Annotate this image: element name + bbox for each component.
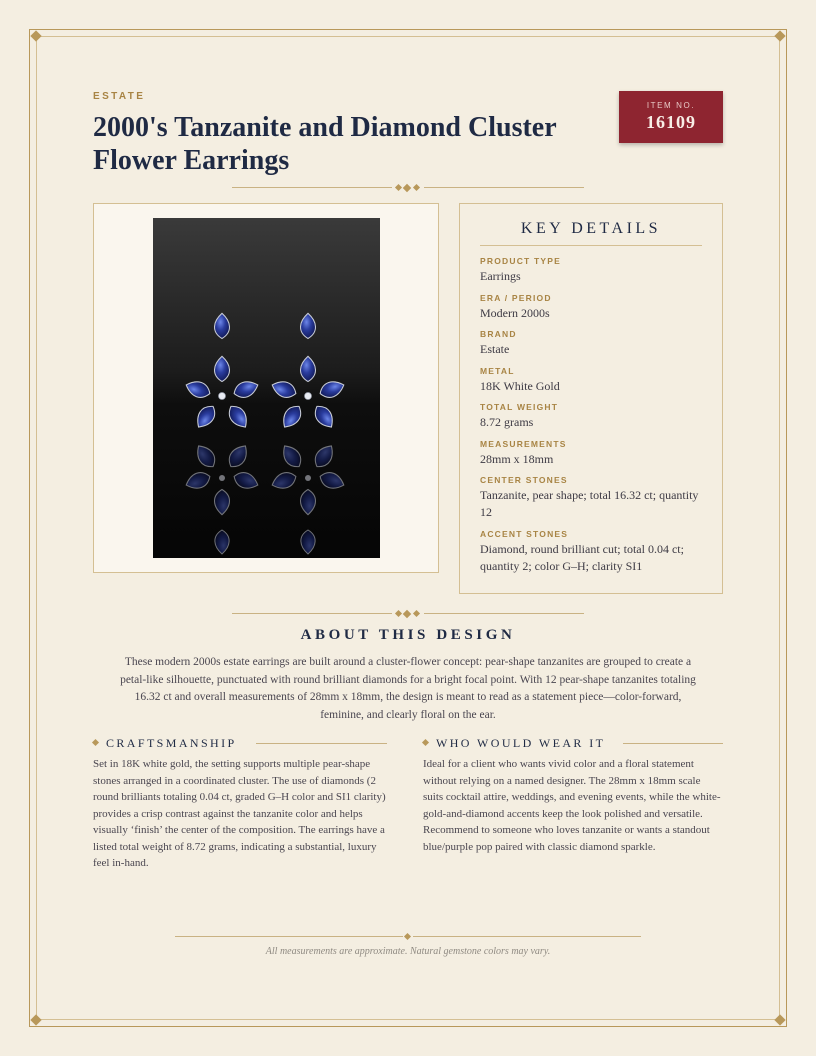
key-details-title: KEY DETAILS	[520, 220, 662, 237]
detail-label: BRAND	[480, 329, 517, 339]
wearer-heading	[423, 736, 723, 750]
key-details-rule	[480, 245, 702, 246]
diamond-ornament-icon	[395, 610, 402, 617]
wearer-title: WHO WOULD WEAR IT	[436, 736, 606, 750]
detail-value: Tanzanite, pear shape; total 16.32 ct; quantity 12	[480, 488, 699, 519]
product-photo	[153, 218, 380, 558]
detail-product-type	[480, 256, 710, 285]
detail-label: PRODUCT TYPE	[480, 256, 561, 266]
detail-label: ERA / PERIOD	[480, 293, 552, 303]
detail-brand	[480, 329, 710, 358]
diamond-ornament-icon	[403, 183, 411, 191]
detail-value: 28mm x 18mm	[480, 452, 554, 466]
footer-note: All measurements are approximate. Natural gemstone colors may vary.	[265, 946, 551, 957]
detail-value: 8.72 grams	[480, 415, 534, 429]
detail-label: METAL	[480, 366, 515, 376]
diamond-ornament-icon	[403, 609, 411, 617]
detail-value: 18K White Gold	[480, 379, 560, 393]
detail-value: Diamond, round brilliant cut; total 0.04 ct; quantity 2; color G–H; clarity SI1	[480, 542, 684, 573]
detail-total-weight	[480, 402, 710, 431]
detail-metal	[480, 366, 710, 395]
detail-label: ACCENT STONES	[480, 529, 569, 539]
detail-label: CENTER STONES	[480, 475, 568, 485]
detail-measurements	[480, 439, 710, 468]
detail-accent-stones	[480, 529, 710, 575]
detail-value: Modern 2000s	[480, 306, 550, 320]
diamond-bullet-icon	[422, 739, 429, 746]
diamond-bullet-icon	[92, 739, 99, 746]
detail-value: Earrings	[480, 269, 521, 283]
detail-center-stones	[480, 475, 710, 521]
wearer-body: Ideal for a client who wants vivid color and a floral statement without relying on a named designer. The 28mm x 18mm scale suits cocktail attire, weddings, and evening events, while the white-gold-and-diamond accents keep the look polished and versatile. Recommend to someone who loves tanzanite or wants a standout blue/purple pop paired with classic diamond sparkle.	[423, 758, 721, 853]
diamond-ornament-icon	[413, 184, 420, 191]
craftsmanship-heading	[93, 736, 387, 750]
detail-label: MEASUREMENTS	[480, 439, 567, 449]
footer-divider	[175, 932, 641, 942]
diamond-ornament-icon	[413, 610, 420, 617]
craftsmanship-title: CRAFTSMANSHIP	[106, 736, 237, 750]
divider-ornament	[232, 183, 584, 193]
product-photo-frame	[93, 203, 439, 573]
item-number-badge	[619, 91, 723, 143]
item-number-value: 16109	[646, 112, 696, 132]
about-body: These modern 2000s estate earrings are built around a cluster-flower concept: pear-shape tanzanites are grouped to create a petal-like silhouette, punctuated with round brilliant diamonds for a bright focal point. With 12 pear-shape tanzanites totaling 16.32 ct and overall measurements of 28mm x 18mm, the design is meant to read as a statement piece—color-forward, feminine, and clearly floral on the ear.	[120, 656, 696, 721]
category-eyebrow: ESTATE	[93, 91, 146, 102]
page-title: 2000's Tanzanite and Diamond Cluster Flower Earrings	[93, 112, 557, 176]
tanzanite-flower-earrings-icon	[153, 218, 380, 558]
detail-value: Estate	[480, 342, 510, 356]
key-details-panel	[459, 203, 723, 594]
detail-label: TOTAL WEIGHT	[480, 402, 559, 412]
divider-ornament	[232, 609, 584, 619]
item-number-label: ITEM NO.	[646, 101, 696, 110]
about-title: ABOUT THIS DESIGN	[300, 627, 516, 643]
diamond-ornament-icon	[395, 184, 402, 191]
detail-era	[480, 293, 710, 322]
craftsmanship-body: Set in 18K white gold, the setting supports multiple pear-shape stones arranged in a coordinated cluster. The use of diamonds (2 round brilliants totaling 0.04 ct, graded G–H color and SI1 clarity) provides a crisp contrast against the tanzanite color and helps visually ‘finish’ the center of the composition. The earrings have a listed total weight of 8.72 grams, indicating a substantial, luxury feel in-hand.	[93, 758, 386, 869]
diamond-ornament-icon	[404, 933, 411, 940]
